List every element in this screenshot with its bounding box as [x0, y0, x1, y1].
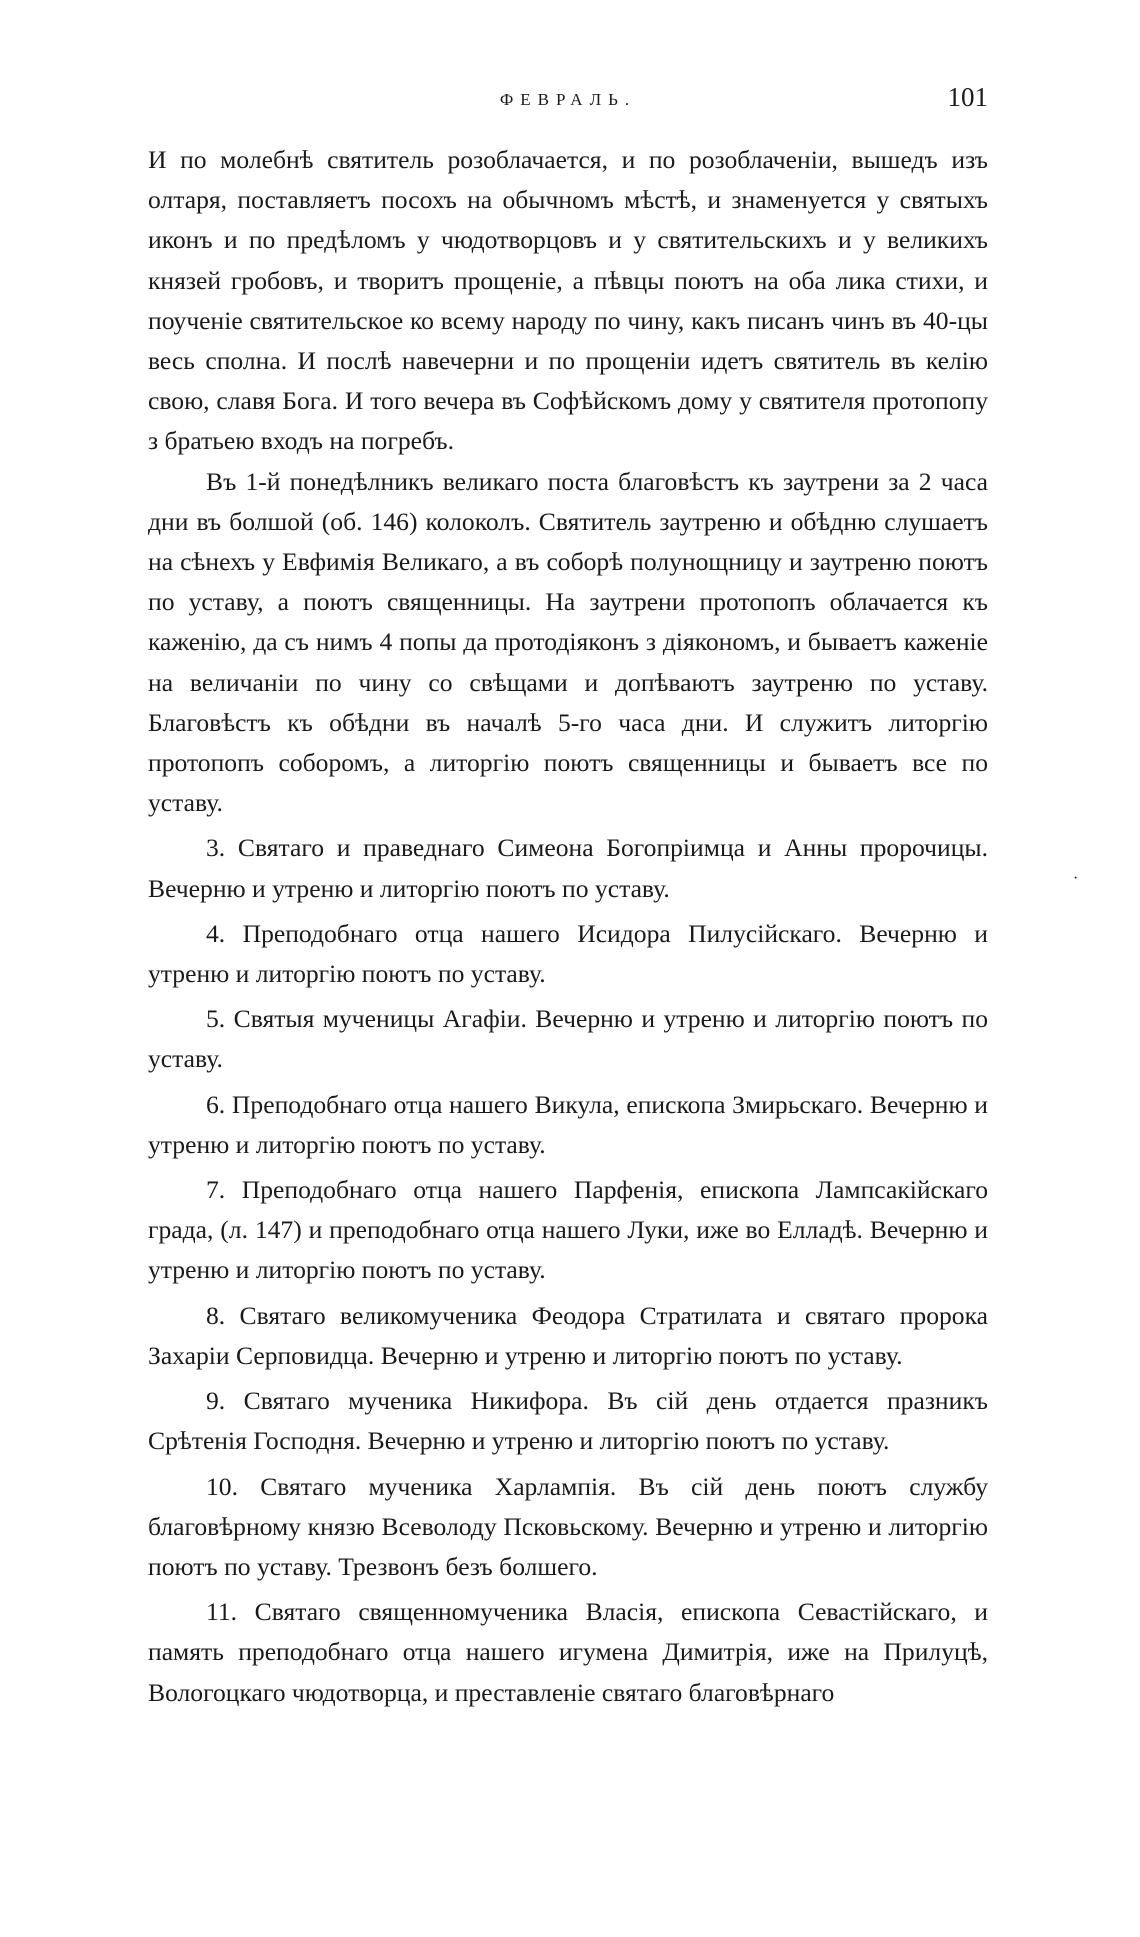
paragraph: 7. Преподобнаго отца нашего Парфенія, епископа Лампсакійскаго града, (л. 147) и преподобнаго отца нашего Луки, иже во Елладѣ. Вечерню и утреню и литоргію поютъ по уставу. [148, 1175, 988, 1285]
paragraph: 4. Преподобнаго отца нашего Исидора Пилусійскаго. Вечерню и утреню и литоргію поютъ по уставу. [148, 918, 988, 989]
paragraph: 6. Преподобнаго отца нашего Викула, епископа Змирьскаго. Вечерню и утреню и литоргію поютъ по уставу. [148, 1089, 988, 1159]
paragraph: 3. Святаго и праведнаго Симеона Богопріимца и Анны пророчицы. Вечерню и утреню и литоргію поютъ по уставу. [148, 833, 988, 903]
paragraph: 11. Святаго священномученика Власія, епископа Севастійскаго, и память преподобнаго отца нашего игумена Димитрія, иже на Прилуцѣ, Вологоцкаго чюдотворца, и преставленіе святаго благовѣрнаго [148, 1597, 988, 1707]
page-number: 101 [947, 82, 988, 112]
paragraph: 9. Святаго мученика Никифора. Въ сій день отдается празникъ Срѣтенія Господня. Вечерню и утреню и литоргію поютъ по уставу. [148, 1386, 988, 1456]
margin-dot: · [1073, 870, 1079, 887]
page-header [148, 82, 988, 122]
running-title: ФЕВРАЛЬ. [499, 90, 637, 109]
paragraph: 5. Святыя мученицы Агафіи. Вечерню и утреню и литоргію поютъ по уставу. [148, 1004, 988, 1074]
paragraph: Въ 1-й понедѣлникъ великаго поста благовѣстъ къ заутрени за 2 часа дни въ болшой (об. 146) колоколъ. Святитель заутреню и обѣдню слушаетъ на сѣнехъ у Евфимія Великаго, а въ соборѣ полунощницу и заутреню поютъ по уставу, а поютъ священницы. На заутрени протопопъ облачается къ каженію, да съ нимъ 4 попы да протодіяконъ з діякономъ, и бываетъ каженіе на величаніи по чину со свѣщами и допѣваютъ заутреню по уставу. Благовѣстъ къ обѣдни въ началѣ 5-го часа дни. И служитъ литоргію протопопъ соборомъ, а литоргію поютъ священницы и бываетъ все по уставу. [148, 466, 988, 818]
paragraph: 10. Святаго мученика Харлампія. Въ сій день поютъ службу благовѣрному князю Всеволоду Псковьскому. Вечерню и утреню и литоргію поютъ по уставу. Трезвонъ безъ болшего. [148, 1471, 988, 1581]
paragraph: И по молебнѣ святитель розоблачается, и по розоблаченіи, вышедъ изъ олтаря, поставляетъ посохъ на обычномъ мѣстѣ, и знаменуется у святыхъ иконъ и по предѣломъ у чюдотворцовъ и у святительскихъ и у великихъ князей гробовъ, и творитъ прощеніе, а пѣвцы поютъ на оба лика стихи, и поученіе святительское ко всему народу по чину, какъ писанъ чинъ въ 40-цы весь сполна. И послѣ навечерни и по прощеніи идетъ святитель въ келію свою, славя Бога. И того вечера въ Софѣйскомъ дому у святителя протопопу з братьею входъ на погребъ. [148, 145, 988, 456]
paragraph: 8. Святаго великомученика Феодора Стратилата и святаго пророка Захаріи Серповидца. Вечерню и утреню и литоргію поютъ по уставу. [148, 1300, 988, 1370]
body-text [148, 140, 988, 1713]
